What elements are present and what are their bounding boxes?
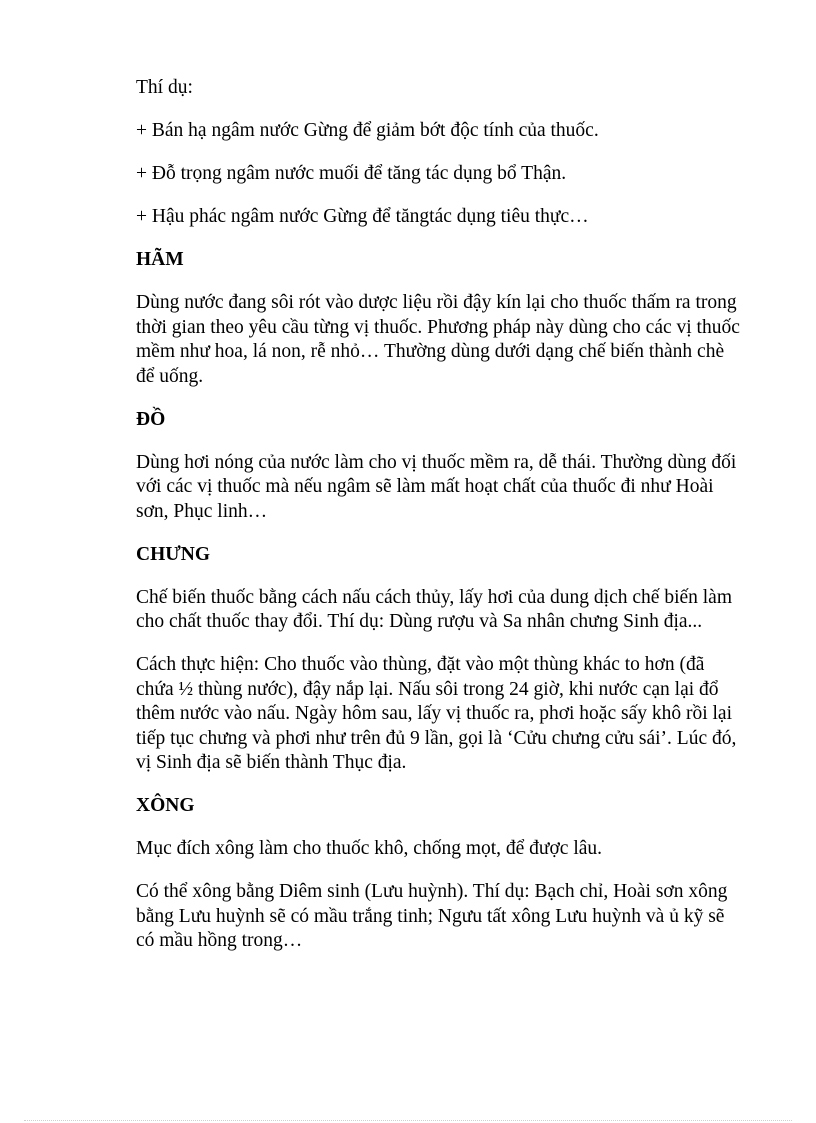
example-item-ban-ha: + Bán hạ ngâm nước Gừng để giảm bớt độc tính của thuốc. bbox=[136, 120, 599, 141]
document-page bbox=[136, 76, 746, 972]
section-body-xong: Mục đích xông làm cho thuốc khô, chống mọt, để được lâu. bbox=[136, 838, 603, 859]
section-heading-ham: HÃM bbox=[136, 249, 184, 270]
section-heading-xong: XÔNG bbox=[136, 795, 195, 816]
section-heading-do: ĐỒ bbox=[136, 408, 166, 430]
section-body-chung: Chế biến thuốc bằng cách nấu cách thủy, lấy hơi của dung dịch chế biến làm cho chất thuốc thay đổi. Thí dụ: Dùng rượu và Sa nhân chưng Sinh địa... bbox=[136, 586, 733, 632]
example-item-do-trong: + Đỗ trọng ngâm nước muối để tăng tác dụng bổ Thận. bbox=[136, 163, 567, 184]
section-body-ham: Dùng nước đang sôi rót vào dược liệu rồi đậy kín lại cho thuốc thấm ra trong thời gian theo yêu cầu từng vị thuốc. Phương pháp này dùng cho các vị thuốc mềm như hoa, lá non, rễ nhỏ… Thường dùng dưới dạng chế biến thành chè để uống. bbox=[136, 292, 740, 387]
example-item-hau-phac: + Hậu phác ngâm nước Gừng để tăngtác dụng tiêu thực… bbox=[136, 206, 589, 227]
section-heading-chung: CHƯNG bbox=[136, 543, 211, 565]
example-intro: Thí dụ: bbox=[136, 77, 193, 98]
page-bottom-divider bbox=[24, 1120, 792, 1121]
section-body-chung-method: Cách thực hiện: Cho thuốc vào thùng, đặt vào một thùng khác to hơn (đã chứa ½ thùng nước), đậy nắp lại. Nấu sôi trong 24 giờ, khi nước cạn lại đổ thêm nước vào nấu. Ngày hôm sau, lấy vị thuốc ra, phơi hoặc sấy khô rồi lại tiếp tục chưng và phơi như trên đủ 9 lần, gọi là ‘Cửu chưng cửu sái’. Lúc đó, vị Sinh địa sẽ biến thành Thục địa. bbox=[136, 654, 737, 773]
section-body-xong-example: Có thể xông bằng Diêm sinh (Lưu huỳnh). Thí dụ: Bạch chỉ, Hoài sơn xông bằng Lưu huỳnh sẽ có mầu trắng tinh; Ngưu tất xông Lưu huỳnh và ủ kỹ sẽ có mầu hồng trong… bbox=[136, 881, 728, 951]
section-body-do: Dùng hơi nóng của nước làm cho vị thuốc mềm ra, dễ thái. Thường dùng đối với các vị thuốc mà nếu ngâm sẽ làm mất hoạt chất của thuốc đi như Hoài sơn, Phục linh… bbox=[136, 451, 737, 522]
